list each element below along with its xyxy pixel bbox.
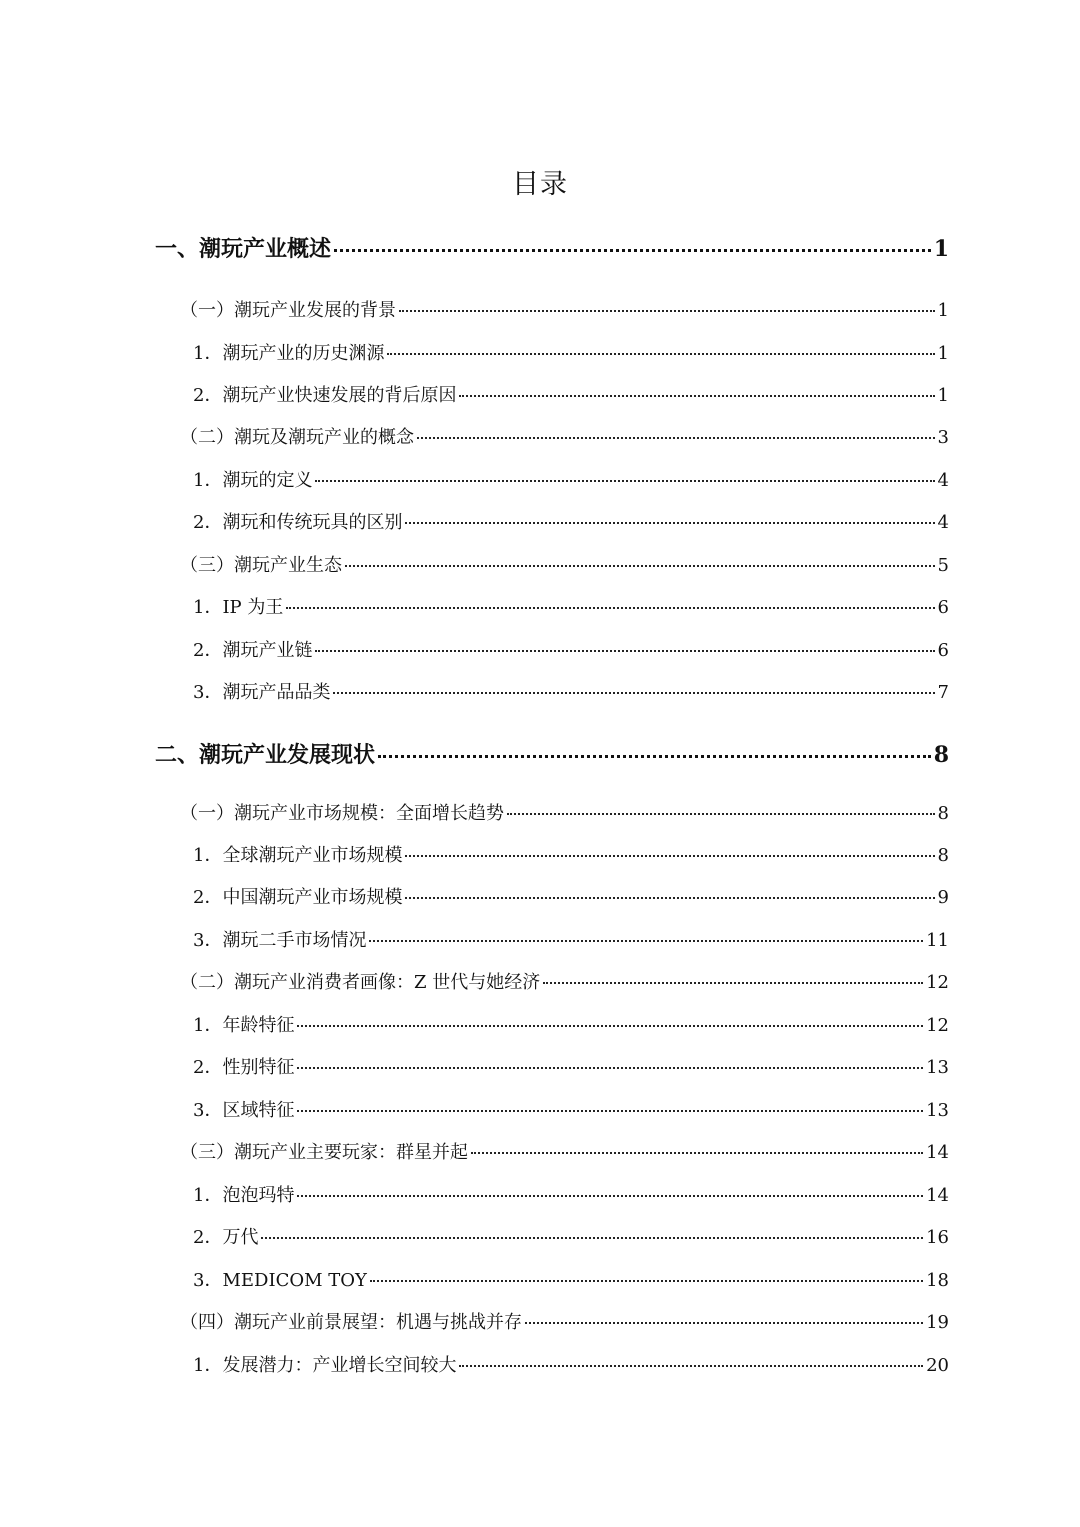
toc-entry-page-number: 4 bbox=[937, 512, 949, 533]
dot-leader bbox=[333, 692, 934, 694]
toc-entry-label: 3．MEDICOM TOY bbox=[193, 1270, 367, 1291]
toc-entry-label: （一）潮玩产业市场规模：全面增长趋势 bbox=[180, 803, 504, 824]
toc-entry[interactable] bbox=[193, 883, 949, 913]
dot-leader bbox=[345, 565, 935, 567]
toc-entry[interactable] bbox=[155, 232, 949, 266]
toc-entry[interactable] bbox=[180, 423, 949, 453]
toc-entry-label: 1．潮玩的定义 bbox=[193, 470, 313, 491]
dot-leader bbox=[297, 1195, 923, 1197]
toc-entry-page-number: 12 bbox=[926, 1015, 949, 1036]
toc-entry-label: 2．潮玩和传统玩具的区别 bbox=[193, 512, 403, 533]
dot-leader bbox=[261, 1237, 923, 1239]
dot-leader bbox=[405, 897, 934, 899]
toc-entry-page-number: 19 bbox=[926, 1312, 949, 1333]
toc-entry[interactable] bbox=[193, 593, 949, 623]
toc-entry-page-number: 8 bbox=[937, 803, 949, 824]
dot-leader bbox=[417, 437, 935, 439]
toc-entry[interactable] bbox=[193, 508, 949, 538]
dot-leader bbox=[387, 353, 934, 355]
toc-entry[interactable] bbox=[193, 1181, 949, 1211]
toc-entry[interactable] bbox=[193, 1096, 949, 1126]
toc-entry-page-number: 18 bbox=[926, 1270, 949, 1291]
toc-entry-page-number: 16 bbox=[926, 1227, 949, 1248]
toc-entry-page-number: 1 bbox=[937, 385, 949, 406]
toc-entry[interactable] bbox=[155, 738, 949, 772]
toc-entry-page-number: 8 bbox=[933, 742, 949, 768]
toc-entry-label: 2．潮玩产业快速发展的背后原因 bbox=[193, 385, 457, 406]
dot-leader bbox=[405, 855, 934, 857]
dot-leader bbox=[297, 1110, 923, 1112]
toc-entry-label: 1．IP 为王 bbox=[193, 597, 284, 618]
toc-entry-label: 2．潮玩产业链 bbox=[193, 640, 313, 661]
toc-entry-label: （一）潮玩产业发展的背景 bbox=[180, 300, 396, 321]
dot-leader bbox=[334, 249, 931, 252]
dot-leader bbox=[378, 755, 931, 758]
dot-leader bbox=[315, 480, 934, 482]
toc-entry[interactable] bbox=[193, 926, 949, 956]
toc-entry-page-number: 14 bbox=[926, 1185, 949, 1206]
toc-entry-page-number: 6 bbox=[937, 640, 949, 661]
toc-entry[interactable] bbox=[180, 296, 949, 326]
toc-entry[interactable] bbox=[193, 381, 949, 411]
toc-entry[interactable] bbox=[193, 1011, 949, 1041]
toc-entry-label: 2．中国潮玩产业市场规模 bbox=[193, 887, 403, 908]
dot-leader bbox=[507, 813, 935, 815]
dot-leader bbox=[315, 650, 934, 652]
toc-entry-label: 2．性别特征 bbox=[193, 1057, 295, 1078]
dot-leader bbox=[297, 1067, 923, 1069]
toc-entry-label: 1．泡泡玛特 bbox=[193, 1185, 295, 1206]
toc-entry-label: 2．万代 bbox=[193, 1227, 259, 1248]
toc-entry-label: （三）潮玩产业生态 bbox=[180, 555, 342, 576]
toc-entry[interactable] bbox=[193, 841, 949, 871]
toc-entry[interactable] bbox=[193, 339, 949, 369]
toc-entry[interactable] bbox=[180, 1308, 949, 1338]
toc-entry-page-number: 14 bbox=[926, 1142, 949, 1163]
dot-leader bbox=[399, 310, 935, 312]
toc-entry-label: （四）潮玩产业前景展望：机遇与挑战并存 bbox=[180, 1312, 522, 1333]
toc-entry-label: 3．区域特征 bbox=[193, 1100, 295, 1121]
toc-entry-page-number: 1 bbox=[933, 236, 949, 262]
toc-entry[interactable] bbox=[180, 1138, 949, 1168]
toc-entry-page-number: 8 bbox=[937, 845, 949, 866]
toc-entry[interactable] bbox=[193, 1351, 949, 1381]
toc-entry[interactable] bbox=[180, 968, 949, 998]
toc-entry[interactable] bbox=[193, 1053, 949, 1083]
toc-entry-page-number: 4 bbox=[937, 470, 949, 491]
toc-entry-label: 1．全球潮玩产业市场规模 bbox=[193, 845, 403, 866]
toc-entry-page-number: 9 bbox=[937, 887, 949, 908]
dot-leader bbox=[297, 1025, 923, 1027]
toc-entry-label: 1．发展潜力：产业增长空间较大 bbox=[193, 1355, 457, 1376]
toc-entry-page-number: 1 bbox=[937, 300, 949, 321]
toc-entry-page-number: 5 bbox=[937, 555, 949, 576]
toc-entry-page-number: 1 bbox=[937, 343, 949, 364]
dot-leader bbox=[369, 940, 923, 942]
toc-entry-label: （三）潮玩产业主要玩家：群星并起 bbox=[180, 1142, 468, 1163]
dot-leader bbox=[286, 607, 934, 609]
toc-entry-label: 1．潮玩产业的历史渊源 bbox=[193, 343, 385, 364]
toc-entry[interactable] bbox=[180, 551, 949, 581]
toc-entry-label: 1．年龄特征 bbox=[193, 1015, 295, 1036]
toc-entry-page-number: 13 bbox=[926, 1100, 949, 1121]
toc-entry[interactable] bbox=[193, 1223, 949, 1253]
toc-entry-label: 一、潮玩产业概述 bbox=[155, 236, 332, 262]
toc-entry[interactable] bbox=[193, 636, 949, 666]
dot-leader bbox=[471, 1152, 923, 1154]
dot-leader bbox=[459, 395, 934, 397]
toc-entry-page-number: 12 bbox=[926, 972, 949, 993]
dot-leader bbox=[405, 522, 934, 524]
toc-entry[interactable] bbox=[193, 678, 949, 708]
toc-entry-label: （二）潮玩产业消费者画像：Z 世代与她经济 bbox=[180, 972, 541, 993]
toc-entry-label: 3．潮玩二手市场情况 bbox=[193, 930, 367, 951]
toc-entry-label: 二、潮玩产业发展现状 bbox=[155, 742, 376, 768]
toc-entry-page-number: 3 bbox=[937, 427, 949, 448]
toc-entry[interactable] bbox=[180, 799, 949, 829]
toc-entry[interactable] bbox=[193, 1266, 949, 1296]
toc-entry-page-number: 6 bbox=[937, 597, 949, 618]
toc-entry-page-number: 13 bbox=[926, 1057, 949, 1078]
toc-entry-label: （二）潮玩及潮玩产业的概念 bbox=[180, 427, 414, 448]
toc-entry-page-number: 7 bbox=[937, 682, 949, 703]
toc-entry[interactable] bbox=[193, 466, 949, 496]
dot-leader bbox=[543, 982, 923, 984]
dot-leader bbox=[525, 1322, 923, 1324]
toc-title: 目录 bbox=[512, 169, 568, 200]
dot-leader bbox=[459, 1365, 923, 1367]
toc-entry-page-number: 11 bbox=[926, 930, 949, 951]
dot-leader bbox=[370, 1280, 923, 1282]
toc-entry-page-number: 20 bbox=[926, 1355, 949, 1376]
toc-entry-label: 3．潮玩产品品类 bbox=[193, 682, 331, 703]
